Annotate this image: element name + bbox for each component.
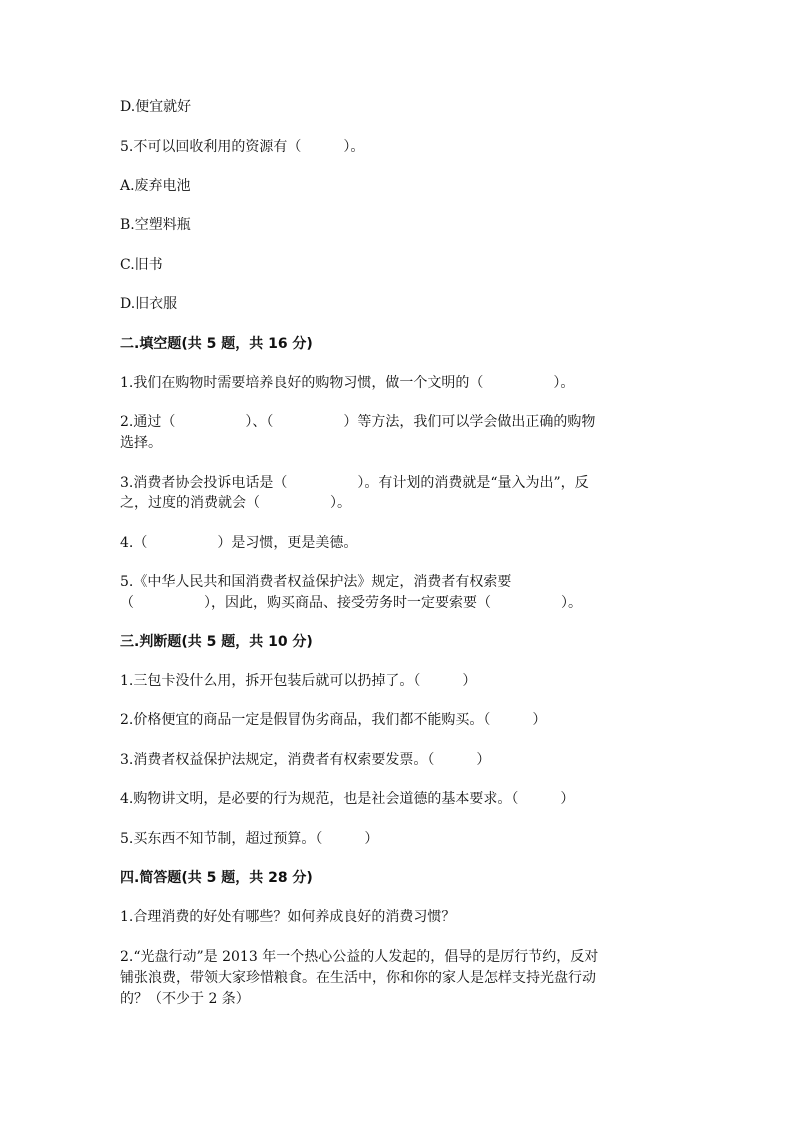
judge-item-5: 5.买东西不知节制，超过预算。（ ） xyxy=(120,831,379,847)
q5-option-c: C.旧书 xyxy=(120,257,163,273)
fill-item-2-line2: 选择。 xyxy=(120,435,162,451)
short-answer-item-1: 1.合理消费的好处有哪些？如何养成良好的消费习惯？ xyxy=(120,909,456,925)
short-answer-item-2-line1: 2.“光盘行动”是 2013 年一个热心公益的人发起的，倡导的是厉行节约，反对 xyxy=(120,949,599,965)
judge-item-1: 1.三包卡没什么用，拆开包装后就可以扔掉了。（ ） xyxy=(120,673,477,689)
judge-item-2: 2.价格便宜的商品一定是假冒伪劣商品，我们都不能购买。（ ） xyxy=(120,712,547,728)
judge-item-4: 4.购物讲文明，是必要的行为规范，也是社会道德的基本要求。（ ） xyxy=(120,791,575,807)
fill-item-2-line1: 2.通过（ ）、（ ）等方法，我们可以学会做出正确的购物 xyxy=(120,414,596,430)
section4-title: 四.简答题(共 5 题，共 28 分) xyxy=(120,870,313,886)
q5-option-b: B.空塑料瓶 xyxy=(120,217,191,233)
q4-option-d: D.便宜就好 xyxy=(120,99,192,115)
short-answer-item-2-line2: 铺张浪费，带领大家珍惜粮食。在生活中，你和你的家人是怎样支持光盘行动 xyxy=(120,970,596,986)
section3-title: 三.判断题(共 5 题，共 10 分) xyxy=(120,634,313,650)
fill-item-4: 4.（ ）是习惯，更是美德。 xyxy=(120,535,358,551)
fill-item-3-line1: 3.消费者协会投诉电话是（ ）。有计划的消费就是“量入为出”，反 xyxy=(120,475,589,491)
fill-item-5-line1: 5.《中华人民共和国消费者权益保护法》规定，消费者有权索要 xyxy=(120,574,512,590)
q5-option-d: D.旧衣服 xyxy=(120,296,178,312)
fill-item-5-line2: （ ），因此，购买商品、接受劳务时一定要索要（ ）。 xyxy=(120,595,582,611)
judge-item-3: 3.消费者权益保护法规定，消费者有权索要发票。（ ） xyxy=(120,752,491,768)
fill-item-1: 1.我们在购物时需要培养良好的购物习惯，做一个文明的（ ）。 xyxy=(120,375,575,391)
short-answer-item-2-line3: 的？（不少于 2 条） xyxy=(120,991,250,1007)
fill-item-3-line2: 之，过度的消费就会（ ）。 xyxy=(120,495,351,511)
q5-stem: 5.不可以回收利用的资源有（ ）。 xyxy=(120,139,365,155)
section2-title: 二.填空题(共 5 题，共 16 分) xyxy=(120,336,313,352)
q5-option-a: A.废弃电池 xyxy=(120,178,191,194)
